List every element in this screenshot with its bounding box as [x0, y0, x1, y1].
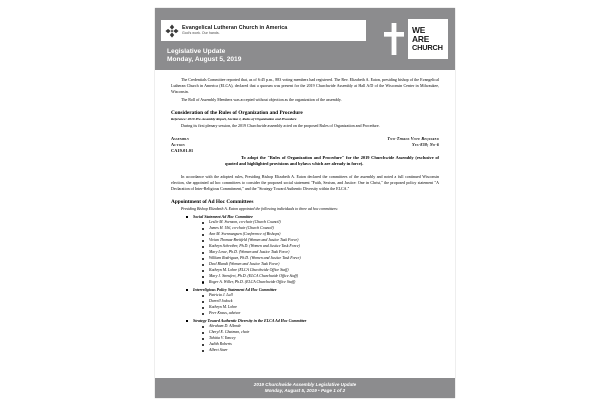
- document-date: Monday, August 5, 2019: [167, 56, 242, 64]
- committee-name: Social Statement Ad Hoc Committee: [193, 214, 253, 220]
- section-reference-rules: Reference: 2019 Pre-Assembly Report, Section I, Rules of Organization and Procedure: [171, 117, 297, 122]
- we-are-church-line-2: ARE: [412, 34, 430, 44]
- circle-bullet-icon: [202, 240, 204, 242]
- circle-bullet-icon: [202, 350, 204, 352]
- masthead-title-block: [167, 48, 241, 64]
- we-are-church-line-1: WE: [412, 24, 426, 35]
- circle-bullet-icon: [202, 332, 204, 334]
- member-name: Abraham D. Allende: [209, 324, 242, 329]
- we-are-church-line-3: CHURCH: [412, 43, 443, 53]
- member-name: Patricia J. Lull: [209, 293, 233, 298]
- member-name: James H. Uhl, co-chair (Church Council): [209, 226, 274, 231]
- member-name: Cheryl E. Chatman, chair: [209, 330, 250, 335]
- footer-line-1: 2019 Churchwide Assembly Legislative Update: [253, 381, 357, 387]
- list-item: [209, 311, 439, 317]
- assembly-label-line-1: Assembly: [171, 136, 190, 142]
- circle-bullet-icon: [202, 344, 204, 346]
- assembly-label-line-2: Action: [171, 142, 185, 147]
- member-name: Kathryn M. Lohre: [209, 304, 238, 309]
- committee-name: Interreligious Policy Statement Ad Hoc Committee: [193, 287, 277, 293]
- member-name: Peer Kraus, advisor: [209, 310, 241, 315]
- list-item: [209, 348, 439, 354]
- member-name: William Rodriguez, Ph.D. (Women and Justice Task Force): [209, 255, 301, 260]
- circle-bullet-icon: [202, 264, 204, 266]
- committee-members: [193, 324, 439, 354]
- assembly-action-text: To adopt the "Rules of Organization and Procedure" for the 2019 Churchwide Assembly (exclusive of quoted and highlighted provisions and bylaws which are already in force).: [225, 154, 439, 167]
- committee-members: [193, 220, 439, 285]
- member-name: Ann M. Svennungsen (Conference of Bishops): [209, 232, 281, 237]
- we-are-church-lockup: [376, 16, 448, 62]
- circle-bullet-icon: [202, 246, 204, 248]
- list-item: [193, 214, 439, 285]
- member-name: Judith Roberts: [209, 342, 232, 347]
- member-name: Mary Lowe, Ph.D. (Women and Justice Task Force): [209, 249, 290, 254]
- member-name: Leslie M. Svenson, co-chair (Church Council): [209, 220, 281, 225]
- page-body: [155, 70, 455, 354]
- section-paragraph-rules: During its first plenary session, the 2019 Churchwide assembly acted on the proposed Rules of Organization and Procedure.: [181, 122, 380, 128]
- page-masthead: [155, 8, 455, 70]
- circle-bullet-icon: [202, 338, 204, 340]
- member-name: Darrell Jodock: [209, 299, 233, 304]
- circle-bullet-icon: [202, 234, 204, 236]
- footer-line-2: Monday, August 5, 2019 • Page 1 of 2: [264, 388, 346, 393]
- intro-paragraph-1: The Credentials Committee reported that, as of 6:45 p.m., 883 voting members had registered. The Rev. Elizabeth A. Eaton, presiding bishop of the Evangelical Lutheran Church in America (ELCA), declared that a quorum was present for the 2019 Churchwide Assembly at Hall A/D of the Wisconsin Center in Milwaukee, Wisconsin.: [171, 77, 439, 95]
- intro-paragraph-2: The Roll of Assembly Members was accepted without objection as the organization of the assembly.: [181, 97, 342, 103]
- committee-list: [171, 214, 439, 354]
- member-name: Albert Starr: [209, 348, 228, 353]
- vote-result-value: Yes-838; No-6: [412, 142, 439, 147]
- circle-bullet-icon: [202, 258, 204, 260]
- member-name: Kathryn M. Lohre (ELCA Churchwide Office Staff): [209, 267, 289, 272]
- assembly-action-rows: [171, 136, 439, 154]
- circle-bullet-icon: [202, 307, 204, 309]
- committee-members: [193, 293, 439, 317]
- elca-brand-tagline: God's work. Our hands.: [182, 30, 220, 35]
- circle-bullet-icon: [202, 222, 204, 224]
- list-item: [209, 280, 439, 286]
- circle-bullet-icon: [202, 301, 204, 303]
- section-heading-rules: Consideration of the Rules of Organization and Procedure: [171, 110, 303, 117]
- section-heading-committees: Appointment of Ad Hoc Committees: [171, 199, 254, 205]
- elca-brand-bar: [161, 20, 366, 41]
- committee-name: Strategy Toward Authentic Diversity in the ELCA Ad Hoc Committee: [193, 318, 307, 324]
- elca-brand-name: Evangelical Lutheran Church in America: [182, 24, 288, 31]
- page-footer: [155, 378, 455, 398]
- square-bullet-icon: [186, 320, 188, 322]
- circle-bullet-icon: [202, 276, 204, 278]
- member-name: Tahitia V. Yancey: [209, 336, 236, 341]
- document-title: Legislative Update: [167, 48, 226, 55]
- vote-required-label: Two-Thirds Vote Required: [387, 136, 439, 142]
- member-name: Vivian Thomas-Breitfeld (Women and Justice Task Force): [209, 238, 299, 243]
- list-item: [193, 318, 439, 354]
- member-name: Mary J. Streufert, Ph.D. (ELCA Churchwide Office Staff): [209, 273, 299, 278]
- cross-icon: [384, 23, 404, 55]
- assembly-action-row-3: [171, 148, 439, 154]
- elca-logo-icon: [165, 24, 179, 38]
- committees-intro: Presiding Bishop Elizabeth A. Eaton appointed the following individuals to three ad hoc committees:: [181, 207, 339, 212]
- circle-bullet-icon: [202, 252, 204, 254]
- member-name: Kathryn Schreiber, Ph.D. (Women and Justice Task Force): [209, 244, 300, 249]
- circle-bullet-icon: [202, 295, 204, 297]
- document-page: [155, 8, 455, 398]
- square-bullet-icon: [186, 216, 188, 218]
- circle-bullet-icon: [202, 313, 204, 315]
- member-name: Roger A. Willer, Ph.D. (ELCA Churchwide Office Staff): [209, 279, 296, 284]
- elca-brand-text: [182, 26, 287, 36]
- assembly-action-block: [171, 136, 439, 168]
- circle-bullet-icon: [202, 270, 204, 272]
- list-item: [193, 287, 439, 317]
- section-followup-paragraph: In accordance with the adopted rules, Presiding Bishop Elizabeth A. Eaton declared the committees of the assembly and noted a full continued Wisconsin election, she appointed ad hoc committees to consider the proposed social statement "Faith, Sexism, and Justice: One in Christ," the proposed policy statement "A Declaration of Inter-Religious Commitment," and the "Strategy Toward Authentic Diversity within the ELCA.": [171, 173, 439, 191]
- circle-bullet-icon: [202, 228, 204, 230]
- member-name: Deal Blandi (Women and Justice Task Force): [209, 261, 280, 266]
- square-bullet-icon: [186, 289, 188, 291]
- circle-bullet-icon: [202, 281, 204, 283]
- circle-bullet-icon: [202, 326, 204, 328]
- we-are-church-badge: [408, 19, 448, 59]
- assembly-action-id: CA19.01.01: [171, 147, 194, 153]
